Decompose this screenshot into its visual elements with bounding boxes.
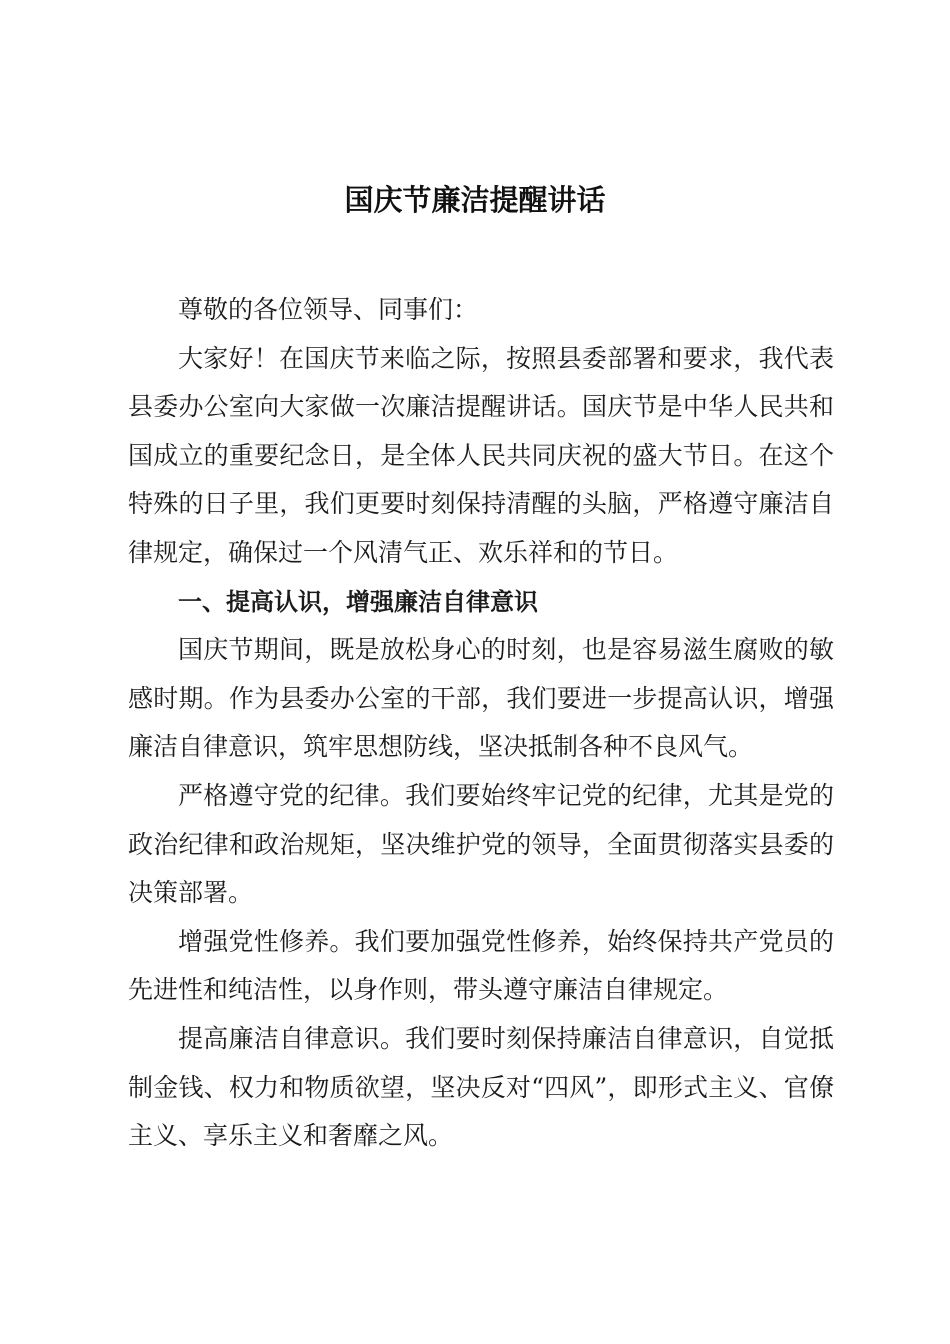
paragraph-intro: 大家好！在国庆节来临之际，按照县委部署和要求，我代表县委办公室向大家做一次廉洁提醒讲话。国庆节是中华人民共和国成立的重要纪念日，是全体人民共同庆祝的盛大节日。在这个特殊的日子里，我们更要时刻保持清醒的头脑，严格遵守廉洁自律规定，确保过一个风清气正、欢乐祥和的节日。 xyxy=(128,343,834,567)
section-heading-1: 一、提高认识，增强廉洁自律意识 xyxy=(178,587,538,616)
paragraph-party-spirit: 增强党性修养。我们要加强党性修养，始终保持共产党员的先进性和纯洁性，以身作则，带头遵守廉洁自律规定。 xyxy=(128,926,834,1005)
salutation: 尊敬的各位领导、同事们： xyxy=(178,295,479,324)
document-title: 国庆节廉洁提醒讲话 xyxy=(344,183,606,217)
paragraph-self-discipline: 提高廉洁自律意识。我们要时刻保持廉洁自律意识，自觉抵制金钱、权力和物质欲望，坚决反对“四风”，即形式主义、官僚主义、享乐主义和奢靡之风。 xyxy=(128,1023,834,1151)
paragraph-discipline: 严格遵守党的纪律。我们要始终牢记党的纪律，尤其是党的政治纪律和政治规矩，坚决维护党的领导，全面贯彻落实县委的决策部署。 xyxy=(128,780,834,908)
paragraph-section-1: 国庆节期间，既是放松身心的时刻，也是容易滋生腐败的敏感时期。作为县委办公室的干部，我们要进一步提高认识，增强廉洁自律意识，筑牢思想防线，坚决抵制各种不良风气。 xyxy=(128,635,834,762)
document-body xyxy=(128,286,834,1161)
